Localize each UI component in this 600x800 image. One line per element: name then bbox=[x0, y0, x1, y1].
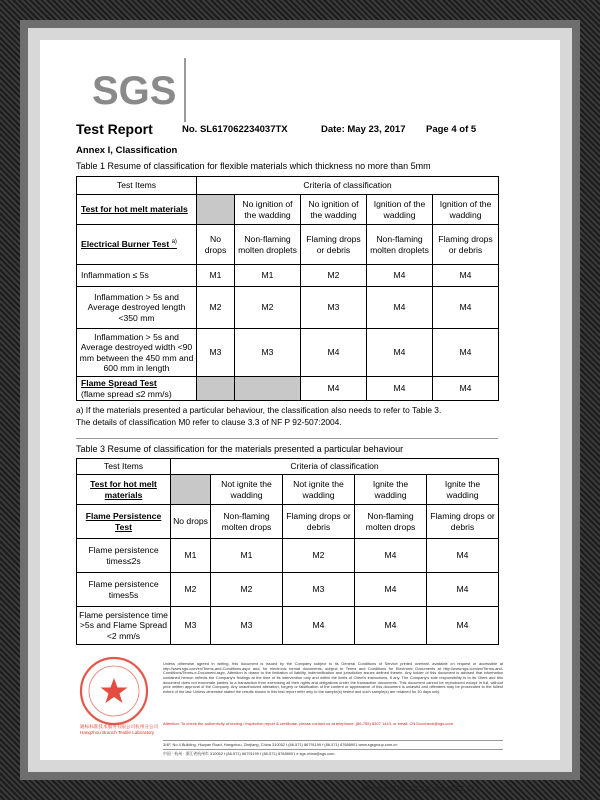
table-cell: Ignite the wadding bbox=[427, 475, 499, 505]
table-cell: M1 bbox=[235, 265, 301, 287]
legal-disclaimer: Unless otherwise agreed in writing, this document is issued by the Company subject to its General Conditions of Service printed overleaf, available on request or accessible at http://www.sgs.com/en/Terms-and-Conditions.aspx and, for electronic format documents, subject to Terms and Conditions for Electronic Documents at http://www.sgs.com/en/Terms-and-Conditions/Terms-e-Document.aspx. Attention is drawn to the limitation of liability, indemnification and jurisdiction issues defined therein. Any holder of this document is advised that information contained hereon reflects the Company's findings at the time of its intervention only and within the limits of Client's instructions, if any. The Company's sole responsibility is to its Client and this document does not exonerate parties to a transaction from exercising all their rights and obligations under the transaction documents. This document cannot be reproduced except in full, without prior written approval of the Company. Any unauthorized alteration, forgery or falsification of the content or appearance of this document is unlawful and offenders may be prosecuted to the fullest extent of the law. Unless otherwise stated the results shown in this test report refer only to the sample(s) tested and such sample(s) are retained for 30 days only. bbox=[163, 661, 503, 695]
table-cell: M4 bbox=[367, 377, 433, 401]
section-divider bbox=[76, 438, 498, 439]
table-cell: M2 bbox=[211, 573, 283, 607]
table-cell: Ignition of the wadding bbox=[433, 195, 499, 225]
row-label: Flame persistence time >5s and Flame Spread <2 mm/s bbox=[77, 607, 171, 645]
address-chinese: 中国 · 杭州 · 浙江省杭州市 310052 t (86-571) 86791199 f (86-571) 87688901 e sgs.china@sgs.com bbox=[163, 749, 503, 757]
report-date: Date: May 23, 2017 bbox=[321, 124, 406, 135]
gray-cell bbox=[171, 475, 211, 505]
table-row bbox=[77, 265, 499, 287]
table-cell: M4 bbox=[433, 265, 499, 287]
table-cell: M3 bbox=[235, 329, 301, 377]
row-label: Inflammation > 5s and Average destroyed length <350 mm bbox=[77, 287, 197, 329]
table-row bbox=[77, 539, 499, 573]
table-cell: M4 bbox=[367, 287, 433, 329]
table-cell: M4 bbox=[301, 377, 367, 401]
table-row bbox=[77, 287, 499, 329]
table-cell: M4 bbox=[367, 329, 433, 377]
table-row bbox=[77, 607, 499, 645]
table1-footnote-m0: The details of classification M0 refer to clause 3.3 of NF P 92-507:2004. bbox=[76, 417, 342, 427]
report-page bbox=[40, 40, 560, 793]
table1-footnote-a: a) If the materials presented a particular behaviour, the classification also needs to refer to Table 3. bbox=[76, 405, 442, 415]
table-cell: M2 bbox=[171, 573, 211, 607]
table1-classification bbox=[76, 176, 499, 401]
table-cell: M3 bbox=[171, 607, 211, 645]
row-label-burner bbox=[77, 225, 197, 265]
table-cell: M3 bbox=[301, 287, 367, 329]
table-cell: Non-flaming molten drops bbox=[211, 505, 283, 539]
table-cell: No ignition of the wadding bbox=[301, 195, 367, 225]
table-row bbox=[77, 329, 499, 377]
table-cell: M3 bbox=[197, 329, 235, 377]
flame-spread-label: Flame Spread Test bbox=[81, 378, 157, 389]
row-label: Flame persistence times5s bbox=[77, 573, 171, 607]
table-row bbox=[77, 377, 499, 401]
row-label-flame-spread bbox=[77, 377, 197, 401]
footnote-marker: a) bbox=[171, 239, 177, 246]
authenticity-notice: Attention: To check the authenticity of testing / inspection report & certificate, please contact us at telephone: (86-755) 8307 1443, or email: CN.Doccheck@sgs.com bbox=[163, 721, 453, 726]
row-label: Inflammation ≤ 5s bbox=[77, 265, 197, 287]
member-statement: Member of the SGS Group (SGS SA) bbox=[362, 786, 478, 793]
head-test-items: Test Items bbox=[77, 177, 197, 195]
table-cell: M2 bbox=[301, 265, 367, 287]
table-cell: Non-flaming molten drops bbox=[355, 505, 427, 539]
table1-caption: Table 1 Resume of classification for flexible materials which thickness no more than 5mm bbox=[76, 161, 431, 171]
table-row bbox=[77, 225, 499, 265]
sgs-logo bbox=[92, 68, 182, 113]
row-label-flame-persistence: Flame Persistence Test bbox=[77, 505, 171, 539]
address-english: 3/4F, No.4 Building, Huoyan Road, Hangzhou, Zhejiang, China 310052 t (86-571) 86791199 f (86-571) 87688901 www.sgsgroup.com.cn bbox=[163, 740, 503, 747]
table-cell: M4 bbox=[427, 573, 499, 607]
table3-caption: Table 3 Resume of classification for the materials presented a particular behaviour bbox=[76, 444, 404, 454]
table-cell: M4 bbox=[283, 607, 355, 645]
table-cell: M1 bbox=[197, 265, 235, 287]
row-label: Flame persistence times≤2s bbox=[77, 539, 171, 573]
head-test-items: Test Items bbox=[77, 459, 171, 475]
table-cell: M2 bbox=[283, 539, 355, 573]
row-label: Inflammation > 5s and Average destroyed width <90 mm between the 450 mm and 600 mm in length bbox=[77, 329, 197, 377]
sgs-logo-text: SGS bbox=[92, 69, 177, 113]
red-seal-stamp bbox=[78, 655, 150, 727]
table-row bbox=[77, 459, 499, 475]
flame-spread-sub: (flame spread ≤2 mm/s) bbox=[81, 388, 172, 399]
table-cell: M2 bbox=[197, 287, 235, 329]
table-cell: Not ignite the wadding bbox=[283, 475, 355, 505]
gray-cell bbox=[197, 195, 235, 225]
table-cell: M4 bbox=[355, 573, 427, 607]
table-cell: Flaming drops or debris bbox=[301, 225, 367, 265]
report-title: Test Report bbox=[76, 121, 153, 137]
page-indicator: Page 4 of 5 bbox=[426, 124, 477, 135]
table-cell: Not ignite the wadding bbox=[211, 475, 283, 505]
burner-label-text: Electrical Burner Test bbox=[81, 239, 170, 250]
table-cell: M4 bbox=[433, 377, 499, 401]
table-cell: M4 bbox=[433, 329, 499, 377]
annex-title: Annex I, Classification bbox=[76, 145, 178, 156]
table-cell: M4 bbox=[427, 607, 499, 645]
stamp-chinese-text: 通标标准技术服务有限公司杭州分公司 bbox=[80, 724, 159, 729]
table-cell: M4 bbox=[427, 539, 499, 573]
logo-divider bbox=[184, 58, 186, 122]
table-row bbox=[77, 195, 499, 225]
table-cell: Ignite the wadding bbox=[355, 475, 427, 505]
table-row bbox=[77, 573, 499, 607]
table-cell: M1 bbox=[211, 539, 283, 573]
table-row bbox=[77, 505, 499, 539]
table-cell: Non-flaming molten droplets bbox=[235, 225, 301, 265]
gray-cell bbox=[235, 377, 301, 401]
table-cell: M4 bbox=[433, 287, 499, 329]
table-cell: M2 bbox=[235, 287, 301, 329]
row-label-hot-melt: Test for hot melt materials bbox=[77, 475, 171, 505]
row-label-hot-melt: Test for hot melt materials bbox=[77, 195, 197, 225]
report-number: No. SL617062234037TX bbox=[182, 124, 288, 135]
table-cell: Flaming drops or debris bbox=[433, 225, 499, 265]
table-row bbox=[77, 475, 499, 505]
head-criteria: Criteria of classification bbox=[197, 177, 499, 195]
table-cell: Non-flaming molten droplets bbox=[367, 225, 433, 265]
table-cell: M4 bbox=[355, 539, 427, 573]
table-cell: No drops bbox=[171, 505, 211, 539]
table-cell: Ignition of the wadding bbox=[367, 195, 433, 225]
table-cell: M4 bbox=[355, 607, 427, 645]
table-cell: No ignition of the wadding bbox=[235, 195, 301, 225]
table-cell: M4 bbox=[301, 329, 367, 377]
table3-classification bbox=[76, 458, 499, 645]
table-cell: No drops bbox=[197, 225, 235, 265]
table-cell: M3 bbox=[211, 607, 283, 645]
gray-cell bbox=[197, 377, 235, 401]
head-criteria: Criteria of classification bbox=[171, 459, 499, 475]
table-cell: Flaming drops or debris bbox=[283, 505, 355, 539]
table-cell: M3 bbox=[283, 573, 355, 607]
table-cell: M1 bbox=[171, 539, 211, 573]
table-cell: M4 bbox=[367, 265, 433, 287]
table-cell: Flaming drops or debris bbox=[427, 505, 499, 539]
stamp-english-text: Hangzhou Branch Textile Laboratory bbox=[80, 730, 155, 735]
table-row bbox=[77, 177, 499, 195]
